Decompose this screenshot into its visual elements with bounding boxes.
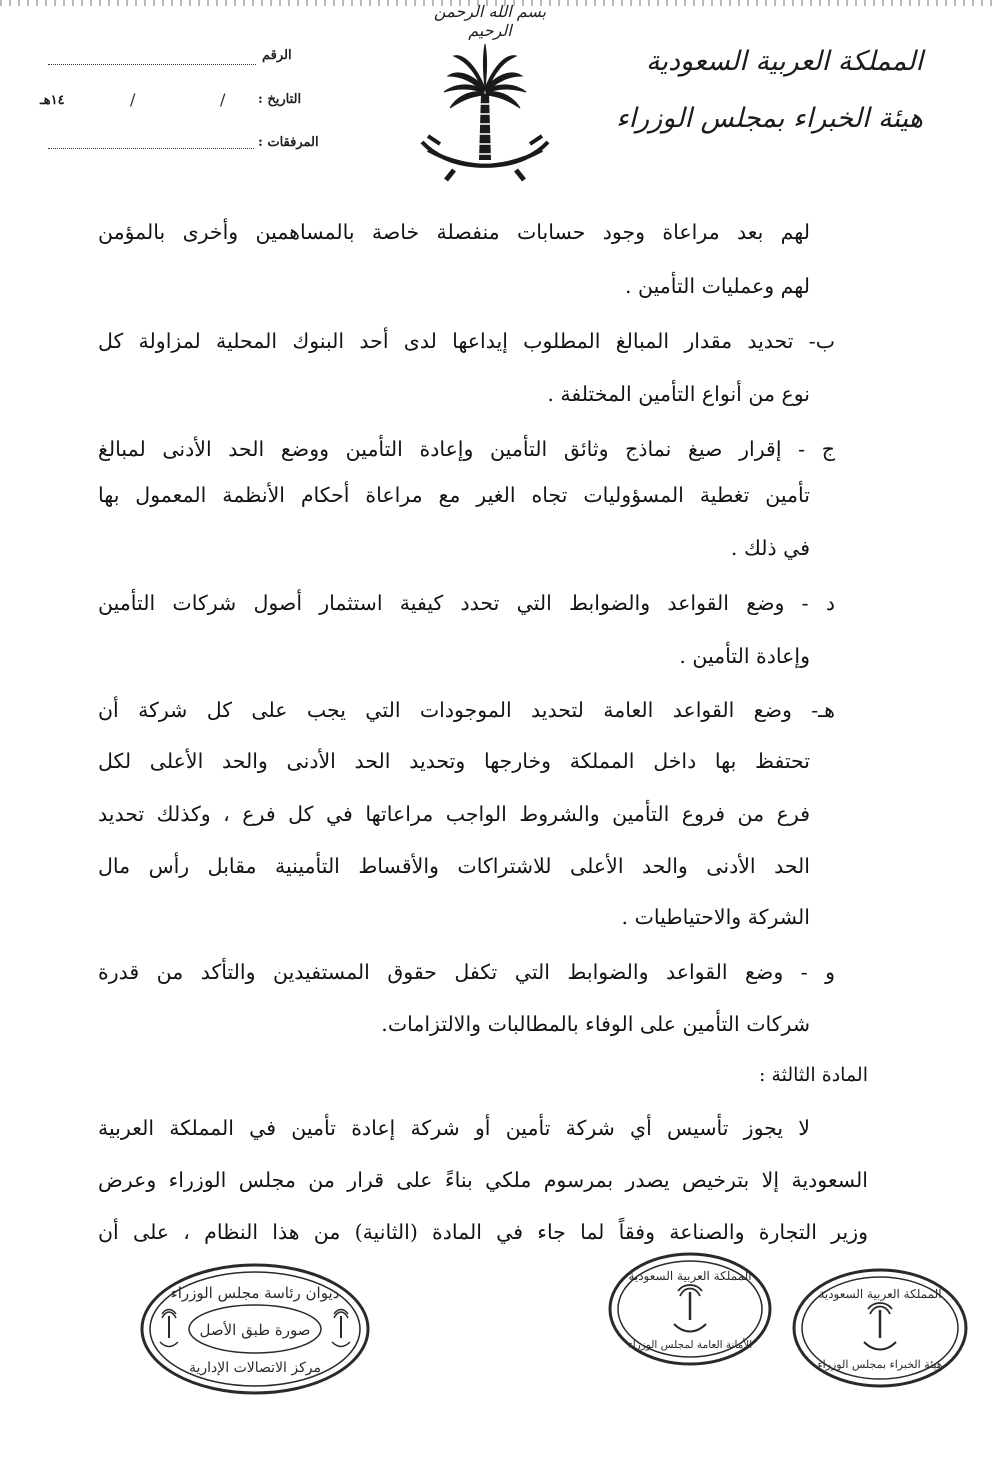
body-line: الحد الأدنى والحد الأعلى للاشتراكات والأقساط التأمينية مقابل رأس مال (98, 854, 810, 878)
org-name-line2: هيئة الخبراء بمجلس الوزراء (615, 103, 923, 134)
date-slash: / (220, 90, 226, 109)
body-line: نوع من أنواع التأمين المختلفة . (547, 382, 810, 406)
body-line: شركات التأمين على الوفاء بالمطالبات والالتزامات. (381, 1012, 810, 1036)
body-line: ج - إقرار صيغ نماذج وثائق التأمين وإعادة التأمين ووضع الحد الأدنى لمبالغ (98, 437, 835, 461)
body-line: لهم بعد مراعاة وجود حسابات منفصلة خاصة بالمساهمين وأخرى بالمؤمن (98, 220, 810, 244)
right-seal (790, 1266, 970, 1390)
date-slash: / (130, 90, 136, 109)
body-line: تأمين تغطية المسؤوليات تجاه الغير مع مراعاة أحكام الأنظمة المعمول بها (98, 483, 810, 507)
body-line: د - وضع القواعد والضوابط التي تحدد كيفية استثمار أصول شركات التأمين (98, 591, 835, 615)
body-line: هـ- وضع القواعد العامة لتحديد الموجودات التي يجب على كل شركة أن (98, 698, 835, 722)
body-line: ب- تحديد مقدار المبالغ المطلوب إيداعها لدى أحد البنوك المحلية لمزاولة كل (98, 329, 835, 353)
left-seal (138, 1260, 372, 1398)
date-label: التاريخ : (258, 92, 302, 107)
palm-and-swords-emblem-icon (418, 42, 552, 182)
date-value (40, 92, 250, 114)
body-line: السعودية إلا بترخيص يصدر بمرسوم ملكي بناءً على قرار من مجلس الوزراء وعرض (98, 1168, 868, 1192)
middle-seal-top-text: المملكة العربية السعودية (628, 1269, 752, 1283)
left-seal-bottom-text: مركز الاتصالات الإدارية (188, 1360, 322, 1376)
org-name-line1: المملكة العربية السعودية (645, 46, 923, 77)
left-seal-top-text: ديوان رئاسة مجلس الوزراء (170, 1284, 340, 1302)
middle-seal-bottom-text: الأمانة العامة لمجلس الوزراء (627, 1339, 753, 1351)
body-line: و - وضع القواعد والضوابط التي تكفل حقوق المستفيدين والتأكد من قدرة (98, 960, 835, 984)
body-line: لهم وعمليات التأمين . (624, 274, 810, 298)
middle-seal (606, 1250, 774, 1368)
basmala: بسم الله الرحمن الرحيم (433, 2, 547, 40)
body-line: وإعادة التأمين . (679, 644, 810, 668)
date-hijri-suffix: ١٤هـ (40, 93, 65, 108)
body-line: فرع من فروع التأمين والشروط الواجب مراعاتها في كل فرع ، وكذلك تحديد (98, 802, 810, 826)
ref-label: الرقم (262, 48, 292, 63)
body-line: وزير التجارة والصناعة وفقاً لما جاء في المادة (الثانية) من هذا النظام ، على أن (98, 1220, 868, 1244)
left-seal-middle-text: صورة طبق الأصل (199, 1321, 311, 1339)
body-line: تحتفظ بها داخل المملكة وخارجها وتحديد الحد الأدنى والحد الأعلى لكل (98, 749, 810, 773)
attachments-line (48, 148, 254, 149)
palm-and-swords-emblem-icon (674, 1285, 706, 1332)
right-seal-bottom-text: هيئة الخبراء بمجلس الوزراء (817, 1358, 943, 1371)
right-seal-top-text: المملكة العربية السعودية (818, 1287, 942, 1301)
ref-line (48, 64, 256, 65)
body-line: الشركة والاحتياطيات . (621, 905, 810, 929)
palm-and-swords-emblem-icon (864, 1303, 896, 1350)
attachments-label: المرفقات : (258, 135, 319, 150)
body-line: في ذلك . (730, 536, 810, 560)
body-line: لا يجوز تأسيس أي شركة تأمين أو شركة إعادة تأمين في المملكة العربية (98, 1116, 810, 1140)
article-heading: المادة الثالثة : (758, 1064, 868, 1086)
